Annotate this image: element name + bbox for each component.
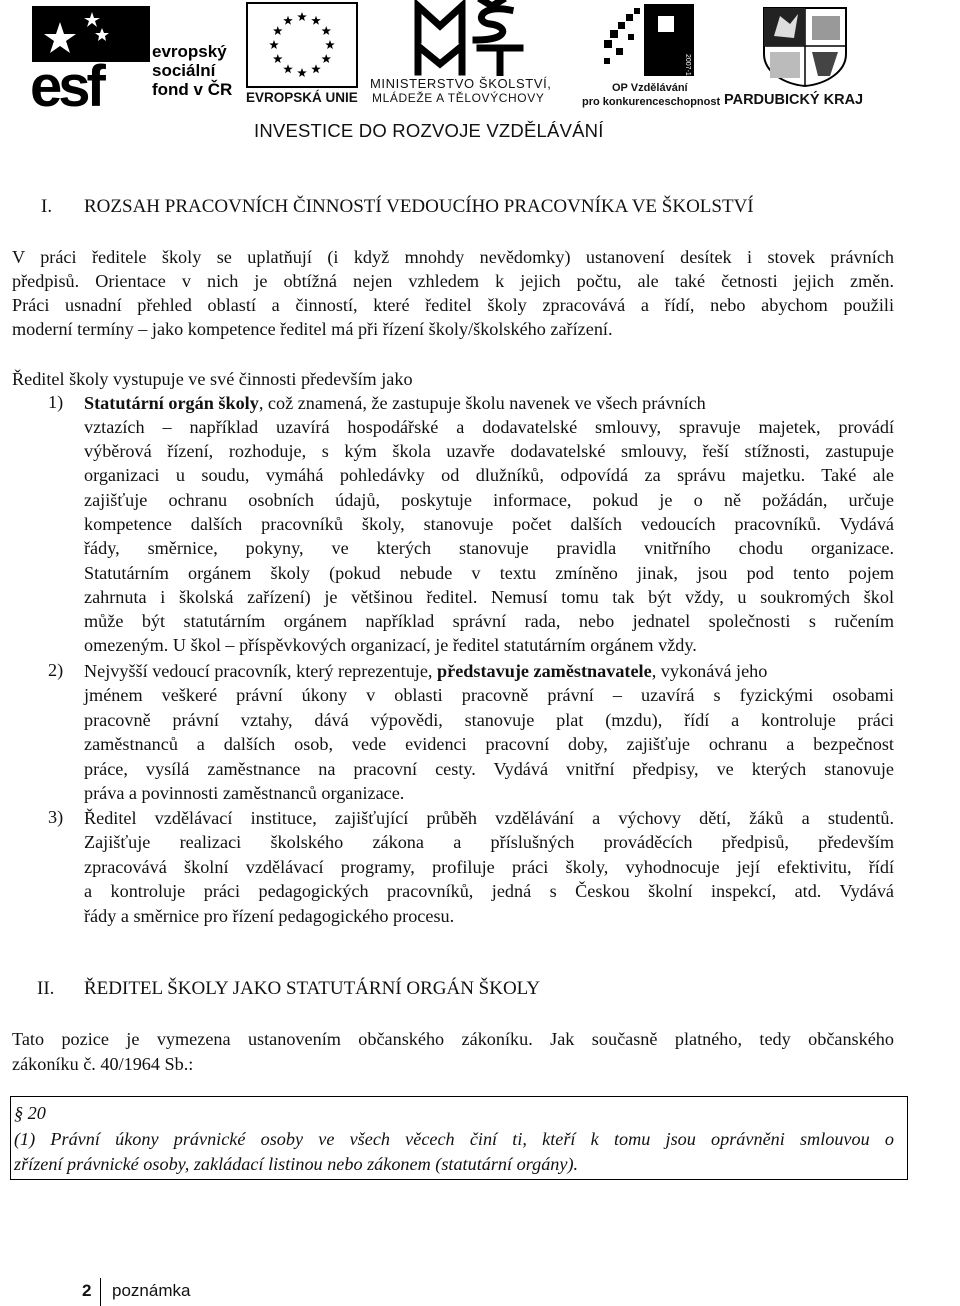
op-caption-1: OP Vzdělávání bbox=[612, 82, 688, 94]
op-logo bbox=[578, 4, 721, 108]
list-line: zpracovává školní vzdělávací programy, profiluje práci školy, vyhodnocuje její efektivitu, řídí bbox=[84, 857, 894, 877]
eu-logo bbox=[246, 2, 366, 106]
eu-flag-icon bbox=[246, 2, 358, 88]
list-line: omezeným. U škol – příspěvkových organizací, je ředitel statutárním orgánem vždy. bbox=[84, 635, 697, 655]
esf-line3: fond v ČR bbox=[152, 80, 233, 99]
list-line: a kontroluje práci pedagogických pracovníků, jedná s Českou školní inspekcí, atd. Vydává bbox=[84, 881, 894, 901]
coat-of-arms-icon bbox=[760, 6, 850, 88]
eu-caption: EVROPSKÁ UNIE bbox=[246, 90, 358, 105]
list-line: zahrnuta i školská zařízení) je většinou ředitel. Nemusí tomu tak být vždy, u soukromých škol bbox=[84, 587, 894, 607]
paragraph-line: moderní termíny – jako kompetence ředitel má při řízení školy/školského zařízení. bbox=[12, 319, 613, 339]
list-line: vztazích – například uzavírá hospodářské a dodavatelské smlouvy, spravuje majetek, provádí bbox=[84, 417, 894, 437]
intro-line: Ředitel školy vystupuje ve své činnosti především jako bbox=[12, 369, 413, 389]
paragraph-line: Tato pozice je vymezena ustanovením občanského zákoníku. Jak současně platného, tedy občanského bbox=[12, 1029, 894, 1049]
statutarni-organ-bold: Statutární orgán školy bbox=[84, 393, 259, 413]
first-line-a: Nejvyšší vedoucí pracovník, který reprezentuje, bbox=[84, 661, 438, 681]
list-item-1-first-line bbox=[84, 392, 894, 414]
law-section-ref: § 20 bbox=[14, 1103, 46, 1123]
msmt-caption-1: MINISTERSTVO ŠKOLSTVÍ, bbox=[370, 76, 552, 91]
op-mark-icon bbox=[598, 4, 708, 80]
paragraph-line: předpisů. Orientace v nich je obtížná nejen vzhledem k jejich počtu, ale také četnosti jejich změn. bbox=[12, 271, 894, 291]
pardubicky-kraj-logo bbox=[722, 6, 882, 110]
msmt-caption-2: MLÁDEŽE A TĚLOVÝCHOVY bbox=[372, 91, 545, 105]
eu-star-icon bbox=[283, 64, 293, 73]
svg-text:esf: esf bbox=[30, 54, 102, 110]
list-line: řády, směrnice, pokyny, ve kterých stanovuje pravidla vnitřního chodu organizace. bbox=[84, 538, 894, 558]
eu-star-icon bbox=[297, 68, 307, 77]
tagline: INVESTICE DO ROZVOJE VZDĚLÁVÁNÍ bbox=[254, 120, 604, 141]
eu-star-icon bbox=[297, 12, 307, 21]
list-line: práva a povinnosti zaměstnanců organizace. bbox=[84, 783, 405, 803]
esf-line2: sociální bbox=[152, 61, 216, 80]
list-item-2-first-line bbox=[84, 660, 767, 682]
paragraph-line: V práci ředitele školy se uplatňují (i když mnohdy nevědomky) ustanovení desítek i stovek právních bbox=[12, 247, 894, 267]
list-line: výběrová řízení, rozhoduje, s kým škola uzavře dodavatelské smlouvy, řeší stížnosti, zastupuje bbox=[84, 441, 894, 461]
first-line-rest: , což znamená, že zastupuje školu navenek ve všech právních bbox=[258, 393, 706, 413]
eu-star-icon bbox=[283, 16, 293, 25]
law-quote-line: zřízení právnické osoby, zakládací listinou nebo zákonem (statutární orgány). bbox=[14, 1154, 579, 1174]
kraj-caption: PARDUBICKÝ KRAJ bbox=[724, 92, 864, 108]
esf-logo bbox=[30, 6, 240, 110]
eu-star-icon bbox=[322, 26, 332, 35]
svg-text:2007-13: 2007-13 bbox=[684, 54, 691, 80]
list-line: jménem veškeré právní úkony v oblasti pracovně právní – uzavírá s fyzickými osobami bbox=[84, 685, 894, 705]
paragraph-line: Práci usnadní přehled oblastí a činností, které ředitel školy zpracovává a řídí, nebo abychom použili bbox=[12, 295, 894, 315]
law-quote-line: (1) Právní úkony právnické osoby ve všech věcech činí ti, kteří k tomu jsou oprávněni smlouvou o bbox=[14, 1129, 894, 1149]
list-line: práce, vysílá zaměstnance na pracovní cesty. Vydává vnitřní předpisy, ve kterých stanovuje bbox=[84, 759, 894, 779]
list-line: řády a směrnice pro řízení pedagogického procesu. bbox=[84, 906, 455, 926]
list-line: Zajišťuje realizaci školského zákona a příslušných prováděcích předpisů, především bbox=[84, 832, 894, 852]
eu-star-icon bbox=[273, 54, 283, 63]
section-2-title: ŘEDITEL ŠKOLY JAKO STATUTÁRNÍ ORGÁN ŠKOLY bbox=[84, 978, 541, 999]
list-line: může být statutárním orgánem například správní rada, nebo jednatel společnosti s ručením bbox=[84, 611, 894, 631]
page-number: 2 bbox=[82, 1281, 92, 1300]
msmt-logo bbox=[370, 0, 575, 106]
list-line: pracovně právní vztahy, dává výpovědi, stanovuje plat (mzdu), řídí a kontroluje práci bbox=[84, 710, 894, 730]
footer-divider bbox=[100, 1278, 101, 1306]
list-line: Statutárním orgánem školy (pokud nebude v textu zmíněno jinak, jsou pod tento pojem bbox=[84, 563, 894, 583]
logo-bar bbox=[0, 0, 960, 150]
list-line: Ředitel vzdělávací instituce, zajišťující průběh vzdělávání a výchovy dětí, žáků a studentů. bbox=[84, 808, 894, 828]
paragraph-line: zákoníku č. 40/1964 Sb.: bbox=[12, 1054, 194, 1074]
eu-star-icon bbox=[322, 54, 332, 63]
section-1-title: ROZSAH PRACOVNÍCH ČINNOSTÍ VEDOUCÍHO PRACOVNÍKA VE ŠKOLSTVÍ bbox=[84, 196, 754, 217]
op-caption-2: pro konkurenceschopnost bbox=[582, 96, 721, 108]
first-line-b: , vykonává jeho bbox=[651, 661, 768, 681]
esf-mark-icon bbox=[30, 6, 152, 110]
esf-line1: evropský bbox=[152, 42, 227, 61]
list-number: 2) bbox=[48, 660, 64, 680]
eu-star-icon bbox=[311, 64, 321, 73]
list-line: kompetence dalších pracovníků školy, stanovuje počet dalších vedoucích pracovníků. Vydává bbox=[84, 514, 894, 534]
footer-note: poznámka bbox=[112, 1281, 191, 1300]
zamestnavatel-bold: představuje zaměstnavatele bbox=[437, 661, 652, 681]
eu-star-icon bbox=[311, 16, 321, 25]
list-line: zajišťuje ochranu osobních údajů, poskytuje informace, pokud je o ně požádán, určuje bbox=[84, 490, 894, 510]
list-number: 3) bbox=[48, 807, 64, 827]
section-2-number: II. bbox=[37, 978, 55, 999]
list-number: 1) bbox=[48, 392, 64, 412]
list-line: organizaci u soudu, vymáhá pohledávky od dlužníků, odpovídá za správu majetku. Také ale bbox=[84, 465, 894, 485]
section-1-number: I. bbox=[41, 196, 53, 217]
eu-star-icon bbox=[325, 40, 335, 49]
eu-star-icon bbox=[273, 26, 283, 35]
list-line: zaměstnanců a dalších osob, vede evidenci pracovní doby, zajišťuje ochranu a bezpečnost bbox=[84, 734, 894, 754]
eu-star-icon bbox=[269, 40, 279, 49]
